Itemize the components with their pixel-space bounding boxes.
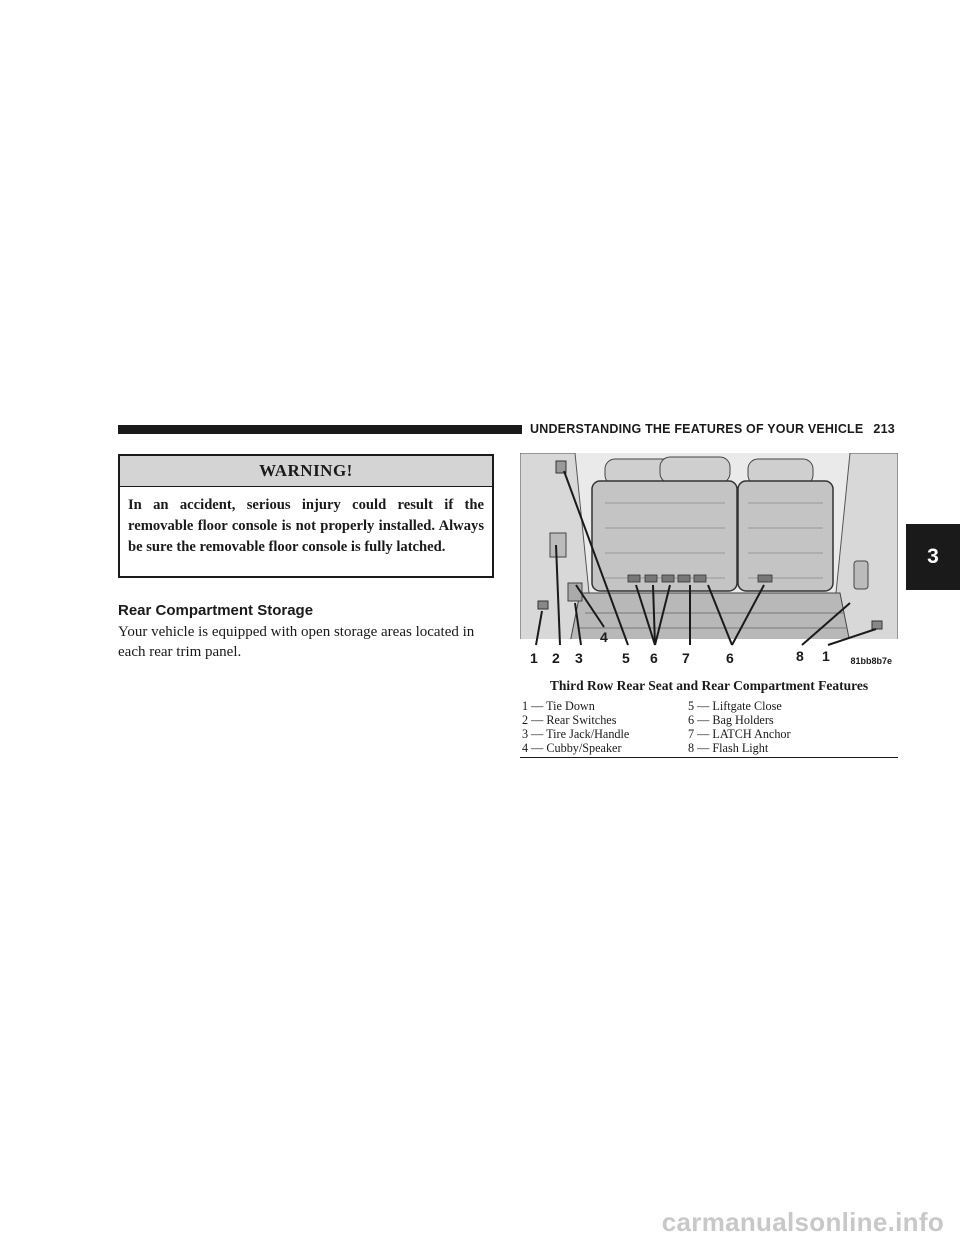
warning-box [118,454,494,578]
callout-5: 5 [622,650,630,666]
figure-caption: Third Row Rear Seat and Rear Compartment Features [549,678,869,693]
callout-3: 3 [575,650,583,666]
running-header [530,422,895,438]
figure-code: 81bb8b7e [850,656,892,666]
rear-compartment-illustration [520,453,898,670]
legend-right-column [688,699,791,755]
callout-2: 2 [552,650,560,666]
section-heading: Rear Compartment Storage [118,602,314,619]
callout-4: 4 [600,629,608,645]
legend-item: 3 — Tire Jack/Handle [522,727,630,741]
callout-8: 8 [796,648,804,664]
legend-item: 4 — Cubby/Speaker [522,741,622,755]
header-rule [118,425,522,434]
callout-6b: 6 [726,650,734,666]
watermark: carmanualsonline.info [661,1207,944,1237]
legend-item: 2 — Rear Switches [522,713,617,727]
legend-left-column [522,699,629,755]
legend-item: 5 — Liftgate Close [688,699,782,713]
callout-1: 1 [530,650,538,666]
header-title: UNDERSTANDING THE FEATURES OF YOUR VEHICLE [530,422,864,436]
page-number: 213 [873,422,895,436]
section-body: Your vehicle is equipped with open storage areas located in each rear trim panel. [118,624,475,660]
legend-item: 8 — Flash Light [688,741,769,755]
legend-item: 6 — Bag Holders [688,713,774,727]
illustration-drawing [520,453,898,670]
callout-1b: 1 [822,648,830,664]
legend-item: 1 — Tie Down [522,699,595,713]
chapter-tab: 3 [906,524,960,590]
warning-text: In an accident, serious injury could result if the removable floor console is not properly installed. Always be sure the removable floor console is fully latched. [128,497,484,555]
warning-title: WARNING! [120,456,492,487]
legend-item: 7 — LATCH Anchor [688,727,791,741]
callout-7: 7 [682,650,690,666]
callout-6a: 6 [650,650,658,666]
legend-rule [520,757,898,758]
